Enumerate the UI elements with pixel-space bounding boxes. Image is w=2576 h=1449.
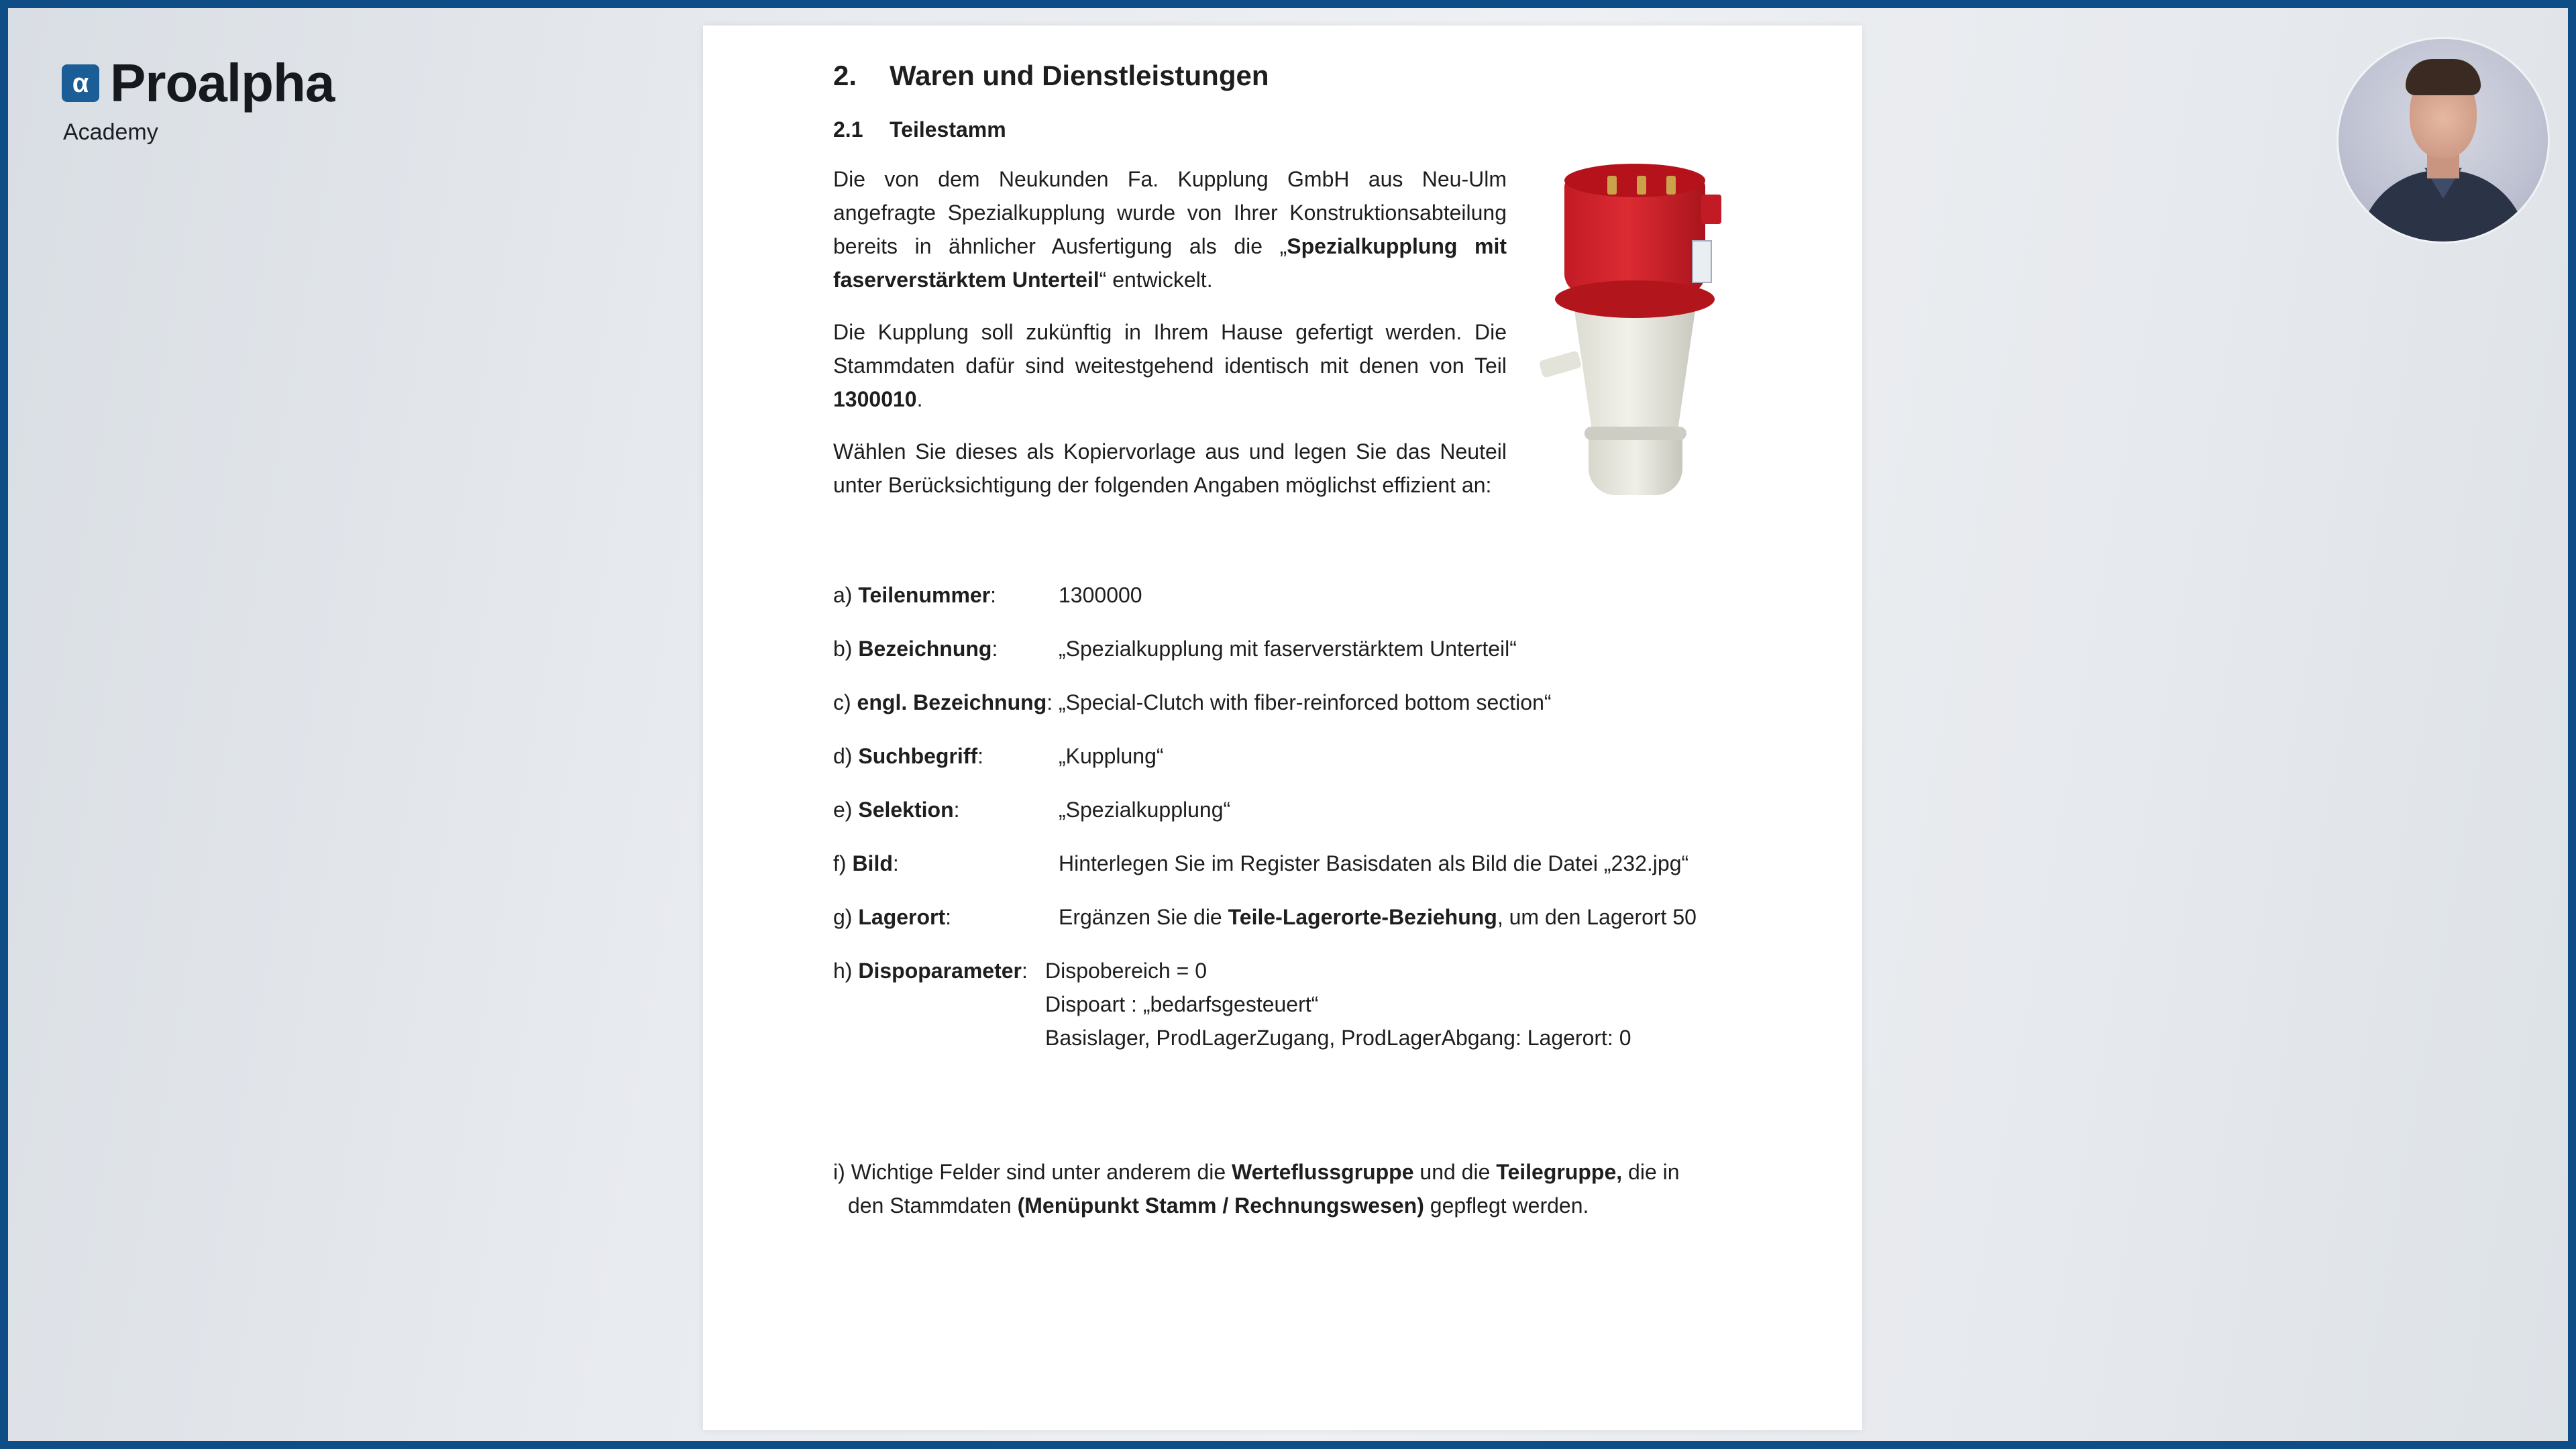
field-row-bild [833,847,1772,880]
plug-pin [1607,176,1617,195]
plug-pin [1637,176,1646,195]
plug-tab [1701,195,1721,224]
subsection-title: Teilestamm [890,117,1006,142]
p2-bold: 1300010 [833,387,917,411]
dispo-line: Dispobereich = 0 [1045,959,1208,983]
paragraph-3: Wählen Sie dieses als Kopiervorlage aus und legen Sie das Neuteil unter Berücksichtigung der folgenden Angaben möglichst effizient an: [833,439,1507,497]
plug-label [1692,240,1712,283]
field-row-dispoparameter [833,954,1772,1055]
dispo-line: Basislager, ProdLagerZugang, ProdLagerAbgang: Lagerort: 0 [1045,1026,1631,1050]
field-label: h) Dispoparameter: [833,959,1028,983]
field-value: 1300000 [1059,583,1142,607]
field-value: „Spezialkupplung“ [1059,798,1231,822]
field-label: d) Suchbegriff: [833,744,984,768]
section-number: 2. [833,60,857,91]
p1-text: Die von dem Neukunden Fa. Kupplung GmbH aus Neu-Ulm angefragte Spezialkupplung wurde von Ihrer Konstruktionsabteilung bereits in ähnlicher Ausfertigung als die „ [833,167,1507,258]
field-label: a) Teilenummer: [833,583,997,607]
p1-bold: Spezialkupplung mit faserverstärktem Unterteil [833,234,1507,292]
subsection-number: 2.1 [833,117,863,142]
presenter-webcam [2339,39,2548,241]
field-row-teilenummer [833,578,1772,612]
paragraph-1 [833,162,1507,297]
field-row-bezeichnung [833,632,1772,665]
coupling-plug-image [1540,160,1755,508]
p2-text: Die Kupplung soll zukünftig in Ihrem Hause gefertigt werden. Die Stammdaten dafür sind weitestgehend identisch mit denen von Teil [833,320,1507,378]
document-page [703,25,1862,1430]
field-value: „Spezialkupplung mit faserverstärktem Unterteil“ [1059,637,1517,661]
field-value: „Kupplung“ [1059,744,1164,768]
note-paragraph [833,1155,1772,1222]
paragraph-2 [833,315,1507,416]
field-label: g) Lagerort: [833,905,952,929]
proalpha-logo [62,53,335,146]
field-label: c) engl. Bezeichnung: [833,690,1053,714]
field-row-lagerort [833,900,1772,934]
field-value: „Special-Clutch with fiber-reinforced bottom section“ [1059,690,1552,714]
plug-rim [1555,280,1715,318]
field-list [833,578,1772,1055]
section-title: Waren und Dienstleistungen [890,60,1269,91]
field-value: Hinterlegen Sie im Register Basisdaten als Bild die Datei „232.jpg“ [1059,851,1689,875]
brand-name: Proalpha [110,53,335,113]
note-line-2: den Stammdaten (Menüpunkt Stamm / Rechnungswesen) gepflegt werden. [848,1193,1589,1218]
note-line-1: i) Wichtige Felder sind unter anderem die Werteflussgruppe und die Teilegruppe, die in [833,1160,1680,1184]
subsection-heading [833,113,1772,146]
p2-text-end: . [916,387,923,411]
plug-pin [1666,176,1676,195]
section-heading [833,59,1772,93]
field-value: Ergänzen Sie die Teile-Lagerorte-Beziehung, um den Lagerort 50 [1059,905,1697,929]
field-label: b) Bezeichnung: [833,637,998,661]
field-label: f) Bild: [833,851,899,875]
brand-subtitle: Academy [63,119,158,145]
field-label: e) Selektion: [833,798,960,822]
plug-white-body [1574,306,1696,440]
field-value [1045,954,1772,1055]
plug-handle [1539,350,1582,378]
plug-ring [1585,427,1686,440]
p1-text-end: “ entwickelt. [1099,268,1213,292]
presenter-hair [2406,59,2481,95]
intro-text [833,162,1507,521]
field-row-suchbegriff [833,739,1772,773]
dispo-line: Dispoart : „bedarfsgesteuert“ [1045,992,1319,1016]
intro-block [833,162,1772,521]
plug-top [1564,164,1705,197]
field-row-engl-bezeichnung [833,686,1772,719]
proalpha-mark-icon: α [62,64,99,102]
document-content [833,59,1772,1222]
field-row-selektion [833,793,1772,826]
